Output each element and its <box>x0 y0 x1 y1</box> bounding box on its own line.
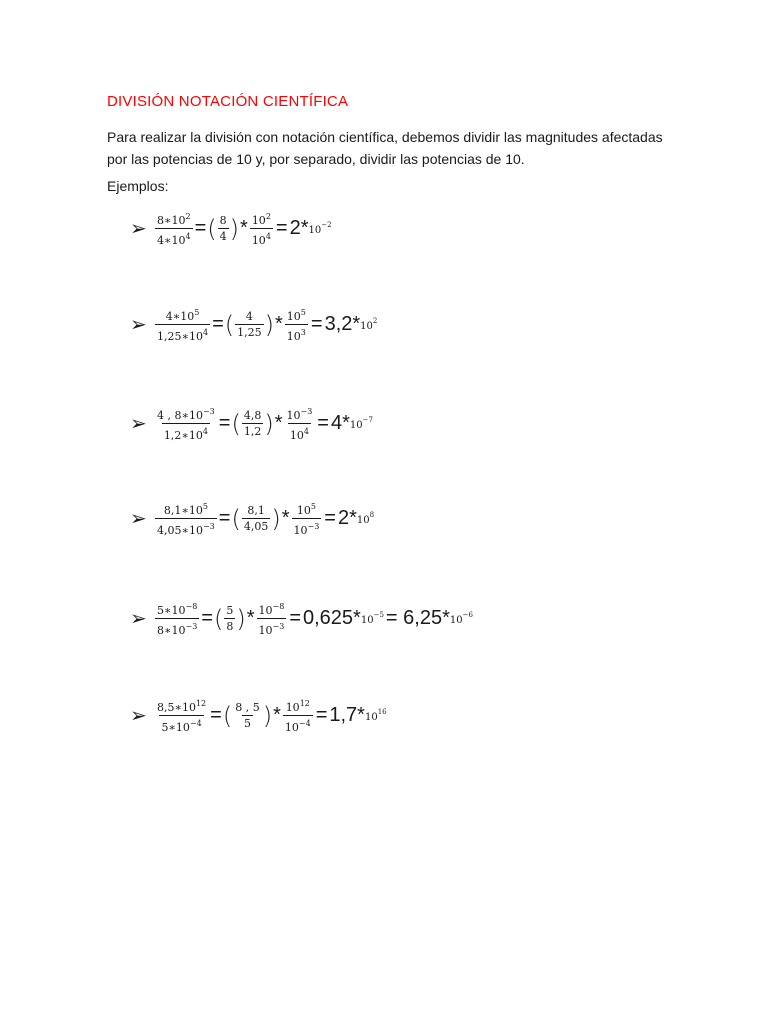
intro-paragraph: Para realizar la división con notación científica, debemos dividir las magnitudes afectadas por las potencias de 10 y, por separado, dividir las potencias de 10. <box>107 129 663 167</box>
power-fraction-denominator-exponent: 4 <box>265 232 271 241</box>
right-paren: ) <box>271 504 281 533</box>
coefficient-fraction-numerator: 4,8 <box>243 409 262 422</box>
example-row <box>130 697 387 734</box>
coefficient-fraction-denominator: 1,2 <box>243 425 262 438</box>
coefficient-fraction <box>242 504 271 533</box>
example-row <box>130 405 373 442</box>
result-power-exponent: 2 <box>372 317 378 325</box>
power-fraction-denominator: $10^{-4}$ <box>283 715 313 734</box>
power-fraction-numerator: $10^{-3}$ <box>286 407 313 422</box>
right-paren: ) <box>236 604 246 633</box>
result-power: $10^{-5}$ <box>360 611 384 626</box>
original-fraction-numerator: $8,5∗10^{12}$ <box>157 699 207 714</box>
result-coefficient: 1,7* <box>329 704 365 726</box>
original-fraction-numerator-exponent: −3 <box>202 407 215 416</box>
original-fraction-numerator: $8∗10^2$ <box>157 212 191 227</box>
left-paren: ( <box>231 504 241 533</box>
equals-sign: = <box>210 704 222 726</box>
left-paren: ( <box>224 310 235 339</box>
coefficient-fraction-denominator: 5 <box>243 717 251 730</box>
page-title: DIVISIÓN NOTACIÓN CIENTÍFICA <box>107 93 349 110</box>
original-fraction-denominator: $1,25∗10^4$ <box>155 324 210 343</box>
original-fraction <box>155 306 210 343</box>
power-fraction-numerator-exponent: 5 <box>310 502 316 511</box>
equals-sign: = <box>218 412 231 434</box>
result-power-exponent: −2 <box>321 221 332 229</box>
left-paren: ( <box>213 604 224 633</box>
equals-sign: = <box>218 507 231 529</box>
result-equals: = <box>317 412 329 434</box>
power-fraction-denominator-exponent: −3 <box>307 522 320 531</box>
power-fraction-numerator-exponent: −3 <box>300 407 313 416</box>
original-fraction-denominator-exponent: 4 <box>185 232 191 241</box>
power-fraction <box>292 500 322 537</box>
times-sign: * <box>281 507 290 529</box>
power-fraction-denominator: $10^3$ <box>285 324 308 343</box>
result-equals: = <box>310 313 323 335</box>
power-fraction-denominator: $10^4$ <box>288 423 311 442</box>
arrow-bullet-icon: ➢ <box>130 704 147 727</box>
original-fraction-denominator-exponent: 4 <box>202 328 209 337</box>
arrow-bullet-icon: ➢ <box>130 217 147 240</box>
original-fraction-denominator: $4,05∗10^{-3}$ <box>155 518 217 537</box>
original-fraction-numerator-exponent: −8 <box>185 602 198 611</box>
arrow-bullet-icon: ➢ <box>130 412 147 435</box>
result-equals: = <box>315 704 328 726</box>
power-fraction <box>285 306 308 343</box>
coefficient-fraction <box>242 409 264 438</box>
result-coefficient: 2* <box>289 217 309 239</box>
power-fraction-denominator: $10^4$ <box>250 228 273 247</box>
power-fraction-numerator: $10^2$ <box>251 212 271 227</box>
result-equals: = <box>275 217 288 239</box>
times-sign: * <box>275 313 283 335</box>
example-row <box>130 600 473 637</box>
example-row <box>130 210 332 247</box>
arrow-bullet-icon: ➢ <box>130 313 147 336</box>
times-sign: * <box>273 704 281 726</box>
original-fraction <box>155 500 217 537</box>
result-coefficient: 2* <box>337 507 357 529</box>
original-fraction-denominator: $1,2∗10^4$ <box>162 423 210 442</box>
coefficient-fraction-denominator: 1,25 <box>237 326 262 339</box>
power-fraction-denominator-exponent: −4 <box>298 719 311 728</box>
original-fraction <box>155 600 199 637</box>
coefficient-fraction <box>224 604 235 633</box>
original-fraction-numerator: $5∗10^{-8}$ <box>157 602 198 617</box>
original-fraction-denominator-exponent: −4 <box>189 719 202 728</box>
power-fraction-numerator-exponent: 2 <box>265 212 271 221</box>
times-sign: * <box>274 412 283 434</box>
power-fraction-numerator: $10^5$ <box>296 502 316 517</box>
original-fraction <box>155 405 217 442</box>
result-power: $10^2$ <box>360 317 378 332</box>
arrow-bullet-icon: ➢ <box>130 607 147 630</box>
power-fraction-denominator-exponent: 4 <box>303 427 309 436</box>
result-power: $10^{-7}$ <box>349 416 373 431</box>
power-fraction-denominator: $10^{-3}$ <box>257 618 287 637</box>
left-paren: ( <box>222 701 233 730</box>
power-fraction-numerator-exponent: 5 <box>300 308 306 317</box>
power-fraction-numerator-exponent: 12 <box>299 699 310 708</box>
coefficient-fraction-denominator: 4,05 <box>243 520 269 533</box>
result-coefficient: 4* <box>330 412 350 434</box>
result-power: $10^{16}$ <box>364 708 387 723</box>
result-power-exponent: 16 <box>377 708 387 716</box>
original-fraction-denominator: $5∗10^{-4}$ <box>159 715 203 734</box>
left-paren: ( <box>207 214 217 243</box>
power-fraction <box>250 210 273 247</box>
result-power-exponent: −7 <box>362 416 373 424</box>
equals-sign: = <box>201 607 213 629</box>
result-equals: = <box>324 507 336 529</box>
right-paren: ) <box>264 310 274 339</box>
coefficient-fraction-numerator: 8 , 5 <box>235 701 260 714</box>
right-paren: ) <box>229 214 240 243</box>
coefficient-fraction-denominator: 8 <box>226 620 234 633</box>
power-fraction-numerator: $10^5$ <box>286 308 306 323</box>
original-fraction-denominator: $4∗10^4$ <box>155 228 193 247</box>
original-fraction-numerator: 4 , $8∗10^{-3}$ <box>157 407 215 422</box>
original-fraction-denominator: $8∗10^{-3}$ <box>155 618 199 637</box>
coefficient-fraction <box>233 701 262 730</box>
arrow-bullet-icon: ➢ <box>130 507 147 530</box>
original-fraction-numerator-exponent: 5 <box>194 308 200 317</box>
original-fraction-numerator-exponent: 12 <box>195 699 207 708</box>
coefficient-fraction-numerator: 8,1 <box>247 504 265 517</box>
coefficient-fraction-numerator: 8 <box>219 214 227 227</box>
extra-result: = 6,25* <box>385 607 450 629</box>
original-fraction-numerator: $8,1∗10^5$ <box>163 502 208 517</box>
power-fraction-denominator-exponent: −3 <box>272 622 285 631</box>
original-fraction-numerator: $4∗10^5$ <box>165 308 200 323</box>
result-equals: = <box>289 607 301 629</box>
example-row <box>130 500 374 537</box>
equals-sign: = <box>212 313 224 335</box>
power-fraction <box>257 600 287 637</box>
result-power-exponent: 8 <box>369 511 375 519</box>
result-power: $10^8$ <box>356 511 375 526</box>
original-fraction <box>155 697 208 734</box>
coefficient-fraction-numerator: 5 <box>226 604 234 617</box>
power-fraction <box>285 405 315 442</box>
coefficient-fraction-numerator: 4 <box>245 310 253 323</box>
power-fraction-numerator: $10^{12}$ <box>285 699 310 714</box>
times-sign: * <box>240 217 248 239</box>
power-fraction <box>283 697 313 734</box>
examples-label: Ejemplos: <box>107 178 169 194</box>
coefficient-fraction-denominator: 4 <box>219 230 227 243</box>
original-fraction-numerator-exponent: 5 <box>202 502 208 511</box>
power-fraction-denominator-exponent: 3 <box>300 328 306 337</box>
original-fraction <box>155 210 193 247</box>
result-coefficient: 0,625* <box>303 607 361 629</box>
left-paren: ( <box>231 409 241 438</box>
right-paren: ) <box>264 409 274 438</box>
result-coefficient: 3,2* <box>324 313 361 335</box>
power-fraction-numerator: $10^{-8}$ <box>258 602 285 617</box>
example-row <box>130 306 377 343</box>
times-sign: * <box>246 607 255 629</box>
original-fraction-numerator-exponent: 2 <box>185 212 191 221</box>
coefficient-fraction <box>218 214 229 243</box>
extra-result-power-exponent: −6 <box>462 611 473 619</box>
original-fraction-denominator-exponent: −3 <box>185 622 198 631</box>
original-fraction-denominator-exponent: −3 <box>202 522 215 531</box>
right-paren: ) <box>262 701 273 730</box>
power-fraction-numerator-exponent: −8 <box>272 602 285 611</box>
result-power-exponent: −5 <box>373 611 384 619</box>
extra-result-power: $10^{-6}$ <box>449 611 473 626</box>
power-fraction-denominator: $10^{-3}$ <box>292 518 322 537</box>
coefficient-fraction <box>235 310 264 339</box>
result-power: $10^{-2}$ <box>308 221 332 236</box>
original-fraction-denominator-exponent: 4 <box>202 427 208 436</box>
equals-sign: = <box>194 217 207 239</box>
